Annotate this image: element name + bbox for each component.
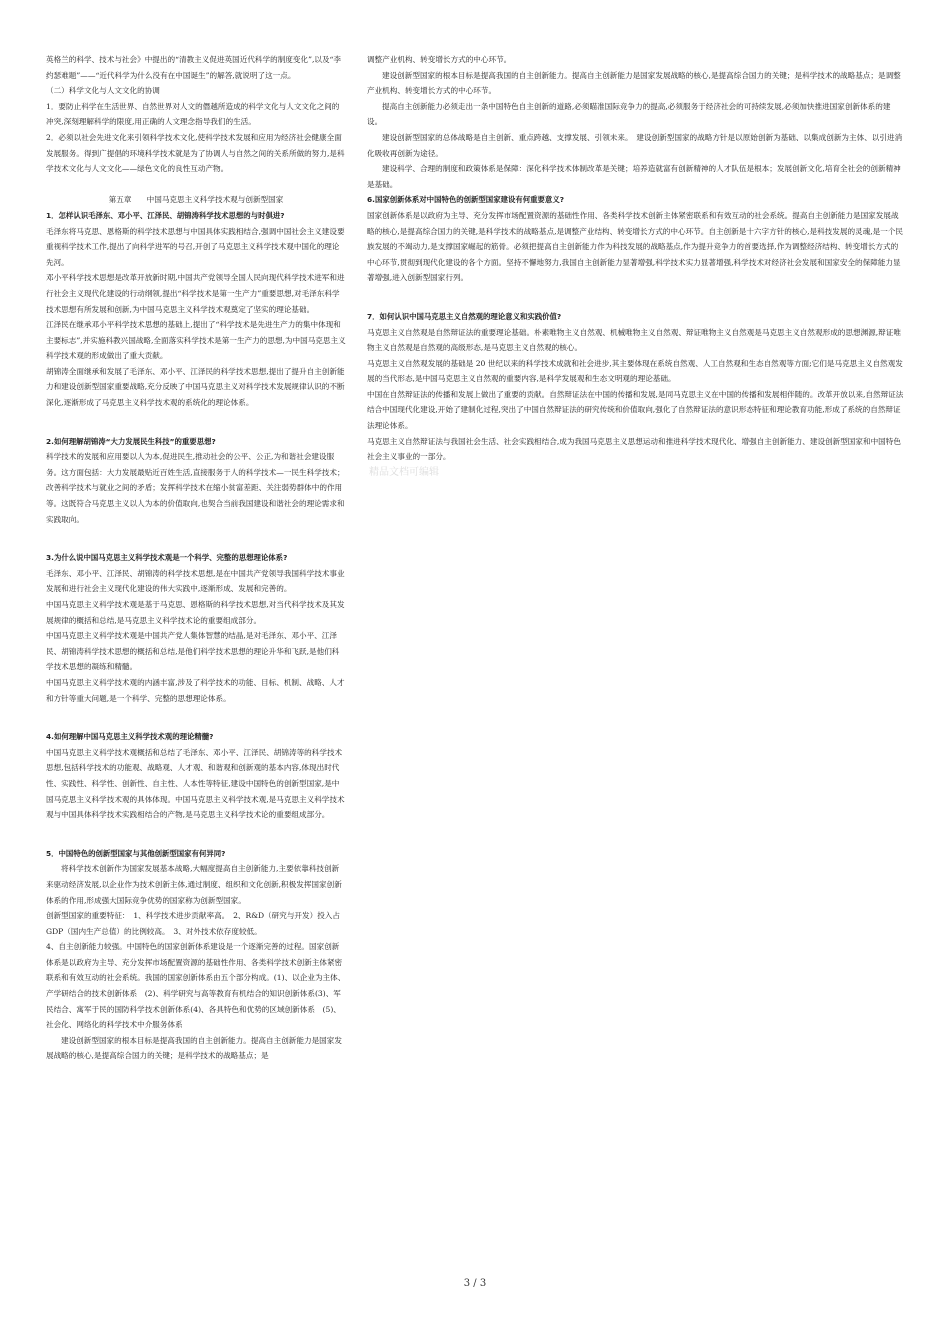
paragraph: 中国马克思主义科学技术观的内涵丰富,涉及了科学技术的功能、目标、机制、战略、人才和方针等重大问题,是一个科学、完整的思想理论体系。 bbox=[46, 677, 345, 703]
left-column bbox=[46, 52, 346, 1064]
paragraph: 调整产业机构、转变增长方式的中心环节。 bbox=[367, 55, 512, 64]
question-heading: 7．如何认识中国马克思主义自然观的理论意义和实践价值? bbox=[367, 311, 562, 321]
paragraph: 科学技术的发展和应用要以人为本,促进民生,推动社会的公平、公正,为和谐社会建设服务。这方面包括：大力发展最贴近百姓生活,直接服务于人的科学技术—一民生科学技术；改善科学技术与就业之间的矛盾；发挥科学技术在缩小贫富差距、关注弱势群体中的作用等。这既符合马克思主义以人为本的价值取向,也契合当前我国建设和谐社会的理论需求和实践取向。 bbox=[46, 452, 345, 524]
spacer bbox=[46, 706, 346, 729]
paragraph: 2．必须以社会先进文化来引领科学技术文化,使科学技术发展和应用为经济社会健康全面发展服务。得到广提倡的环境科学技术就是为了协调人与自然之间的关系所做的努力,是科学技术文化与人文文化——绿色文化的良性互动产物。 bbox=[46, 132, 345, 174]
question-heading: 4.如何理解中国马克思主义科学技术观的理论精髓? bbox=[46, 732, 214, 742]
paragraph: 邓小平科学技术思想是改革开放新时期,中国共产党领导全国人民向现代科学技术进军和进行社会主义现代化建设的行动纲领,提出“科学技术是第一生产力”重要思想,对毛泽东科学技术思想有所发展和创新,为中国马克思主义科学技术观奠定了坚实的理论基础。 bbox=[46, 273, 345, 314]
question-heading: 2.如何理解胡锦涛“大力发展民生科技”的重要思想? bbox=[46, 436, 216, 446]
paragraph: 毛泽东、邓小平、江泽民、胡锦涛的科学技术思想,是在中国共产党领导我国科学技术事业发展和进行社会主义现代化建设的伟大实践中,逐渐形成、发展和完善的。 bbox=[46, 568, 345, 594]
paragraph: 江泽民在继承邓小平科学技术思想的基础上,提出了“科学技术是先进生产力的集中体现和主要标志”,并实施科教兴国战略,全面落实科学技术是第一生产力的思想,为中国马克思主义科学技术观的形成做出了重大贡献。 bbox=[46, 320, 346, 361]
paragraph: 马克思主义自然辩证法与我国社会生活、社会实践相结合,成为我国马克思主义思想运动和推进科学技术现代化、增强自主创新能力、建设创新型国家和中国特色社会主义事业的一部分。 bbox=[367, 436, 901, 462]
paragraph: 创新型国家的重要特征： 1、科学技术进步贡献率高。 2、R&D（研究与开发）投入占 GDP（国内生产总值）的比例较高。 3、对外技术依存度较低。 bbox=[46, 911, 340, 936]
paragraph: 中国在自然辩证法的传播和发展上做出了重要的贡献。自然辩证法在中国的传播和发展,是同马克思主义在中国的传播和发展相伴随的。改革开放以来,自然辩证法结合中国现代化建设,开始了建制化过程,突出了中国自然辩证法的研究传统和价值取向,强化了自然辩证法的意识形态特征和理论教育功能,形成了系统的自然辩证法理论体系。 bbox=[367, 389, 904, 431]
paragraph: 毛泽东将马克思、恩格斯的科学技术思想与中国具体实践相结合,强调中国社会主义建设要重视科学技术工作,提出了向科学进军的号召,开创了马克思主义科学技术观中国化的理论先河。 bbox=[46, 226, 345, 267]
spacer bbox=[46, 177, 346, 193]
paragraph: 建设创新型国家的根本目标是提高我国的自主创新能力。提高自主创新能力是国家发展战略的核心,是提高综合国力的关键；是科学技术的战略基点；是 bbox=[46, 1035, 342, 1061]
spacer bbox=[367, 286, 905, 309]
paragraph: 英格兰的科学、技术与社会》中提出的“清教主义促进英国近代科学的制度变化”,以及“李约瑟难题”——“近代科学为什么没有在中国诞生”的解答,就说明了这一点。 bbox=[46, 55, 342, 80]
paragraph: 马克思主义自然观是自然辩证法的重要理论基础。朴素唯物主义自然观、机械唯物主义自然观、辩证唯物主义自然观是马克思主义自然观形成的思想渊源,辩证唯物主义自然观是自然观的高级形态,是马克思主义自然观的核心。 bbox=[367, 327, 901, 353]
paragraph: 建设创新型国家的根本目标是提高我国的自主创新能力。提高自主创新能力是国家发展战略的核心,是提高综合国力的关键；是科学技术的战略基点；是调整产业机构、转变增长方式的中心环节。 bbox=[367, 70, 901, 96]
spacer bbox=[46, 411, 346, 434]
question-heading: 5．中国特色的创新型国家与其他创新型国家有何异同? bbox=[46, 848, 226, 858]
paragraph: 马克思主义自然观发展的基础是 20 世纪以来的科学技术成就和社会进步,其主要体现在系统自然观、人工自然观和生态自然观等方面;它们是马克思主义自然观发展的当代形态,是中国马克思主义自然观的重要内容,是科学发展观和生态文明观的理论基础。 bbox=[367, 358, 903, 384]
spacer bbox=[46, 823, 346, 846]
page-number: 3 / 3 bbox=[463, 1278, 487, 1289]
question-heading: 1．怎样认识毛泽东、邓小平、江泽民、胡锦涛科学技术思想的与时俱进? bbox=[46, 210, 285, 220]
chapter-title: 第五章 中国马克思主义科学技术观与创新型国家 bbox=[108, 195, 284, 205]
paragraph: 建设创新型国家的总体战略是自主创新、重点跨越、支撑发展、引领未来。 建设创新型国家的战略方针是以原始创新为基础、以集成创新为主体、以引进消化吸收再创新为途径。 bbox=[367, 132, 903, 158]
right-column bbox=[367, 52, 905, 480]
question-heading: 3.为什么说中国马克思主义科学技术观是一个科学、完整的思想理论体系? bbox=[46, 553, 288, 563]
paragraph: 胡锦涛全面继承和发展了毛泽东、邓小平、江泽民的科学技术思想,提出了提升自主创新能力和建设创新型国家重要战略,充分反映了中国马克思主义对科学技术发展规律认识的不断深化,逐渐形成了马克思主义科学技术观的系统化的理论体系。 bbox=[46, 366, 345, 408]
paragraph: 中国马克思主义科学技术观是基于马克思、恩格斯的科学技术思想,对当代科学技术及其发展规律的概括和总结,是马克思主义科学技术论的重要组成部分。 bbox=[46, 600, 345, 625]
paragraph: 建设科学、合理的制度和政策体系是保障：深化科学技术体制改革是关键；培养造就富有创新精神的人才队伍是根本；发展创新文化,培育全社会的创新精神是基础。 bbox=[367, 164, 901, 189]
paragraph: 1．要防止科学在生活世界、自然世界对人文的僭越所造成的科学文化与人文文化之间的冲突,深刻理解科学的限度,用正确的人文理念指导我们的生活。 bbox=[46, 101, 340, 127]
paragraph: 提高自主创新能力必须走出一条中国特色自主创新的道路,必须瞄准国际竞争力的提高,必须服务于经济社会的可持续发展,必须加快推进国家创新体系的建设。 bbox=[367, 101, 891, 127]
question-heading: 6.国家创新体系对中国特色的创新型国家建设有何重要意义? bbox=[367, 195, 565, 205]
watermark-text: 精品文档可编辑 bbox=[369, 466, 439, 478]
paragraph: （二）科学文化与人文文化的协调 bbox=[46, 86, 160, 96]
paragraph: 中国马克思主义科学技术观是中国共产党人集体智慧的结晶,是对毛泽东、邓小平、江泽民、胡锦涛科学技术思想的概括和总结,是他们科学技术思想的理论升华和飞跃,是他们科学技术思想的凝练和精髓。 bbox=[46, 631, 340, 672]
paragraph: 国家创新体系是以政府为主导、充分发挥市场配置资源的基础性作用、各类科学技术创新主体紧密联系和有效互动的社会系统。提高自主创新能力是国家发展战略的核心,是提高综合国力的关键,是科学技术的战略基点,是调整产业结构、转变增长方式的中心环节。自主创新是十六字方针的核心,是科技发展的灵魂,是一个民族发展的不竭动力,是支撑国家崛起的筋骨。必须把提高自主创新能力作为科技发展的战略基点,作为提升竞争力的首要选择,作为调整经济结构、转变增长方式的中心环节,贯彻到现代化建设的各个方面。坚持不懈地努力,我国自主创新能力显著增强,科学技术实力显著增强,科学技术对经济社会发展和国家安全的保障能力显著增强,进入创新型国家行列。 bbox=[367, 210, 904, 283]
spacer bbox=[46, 527, 346, 550]
paragraph: 4、自主创新能力较强。中国特色的国家创新体系建设是一个逐渐完善的过程。国家创新体系是以政府为主导、充分发挥市场配置资源的基础性作用、各类科学技术创新主体紧密联系和有效互动的社会系统。我国的国家创新体系由五个部分构成。(1)、以企业为主体、产学研结合的技术创新体系 (2)、科学研究与高等教育有机结合的知识创新体系(3)、军民结合、寓军于民的国防科学技术创新体系(4)、各具特色和优势的区域创新体系 (5)、社会化、网络化的科学技术中介服务体系 bbox=[46, 942, 346, 1030]
paragraph: 将科学技术创新作为国家发展基本战略,大幅度提高自主创新能力,主要依靠科技创新来驱动经济发展,以企业作为技术创新主体,通过制度、组织和文化创新,积极发挥国家创新体系的作用,形成强大国际竞争优势的国家称为创新型国家。 bbox=[46, 864, 342, 905]
paragraph: 中国马克思主义科学技术观概括和总结了毛泽东、邓小平、江泽民、胡锦涛等的科学技术思想,包括科学技术的功能观、战略观、人才观、和谐观和创新观的基本内容,体现出时代性、实践性、科学性、创新性、自主性、人本性等特征,建设中国特色的创新型国家,是中国马克思主义科学技术观的具体体现。中国马克思主义科学技术观,是马克思主义科学技术观与中国具体科学技术实践相结合的产物,是马克思主义科学技术论的重要组成部分。 bbox=[46, 747, 345, 820]
